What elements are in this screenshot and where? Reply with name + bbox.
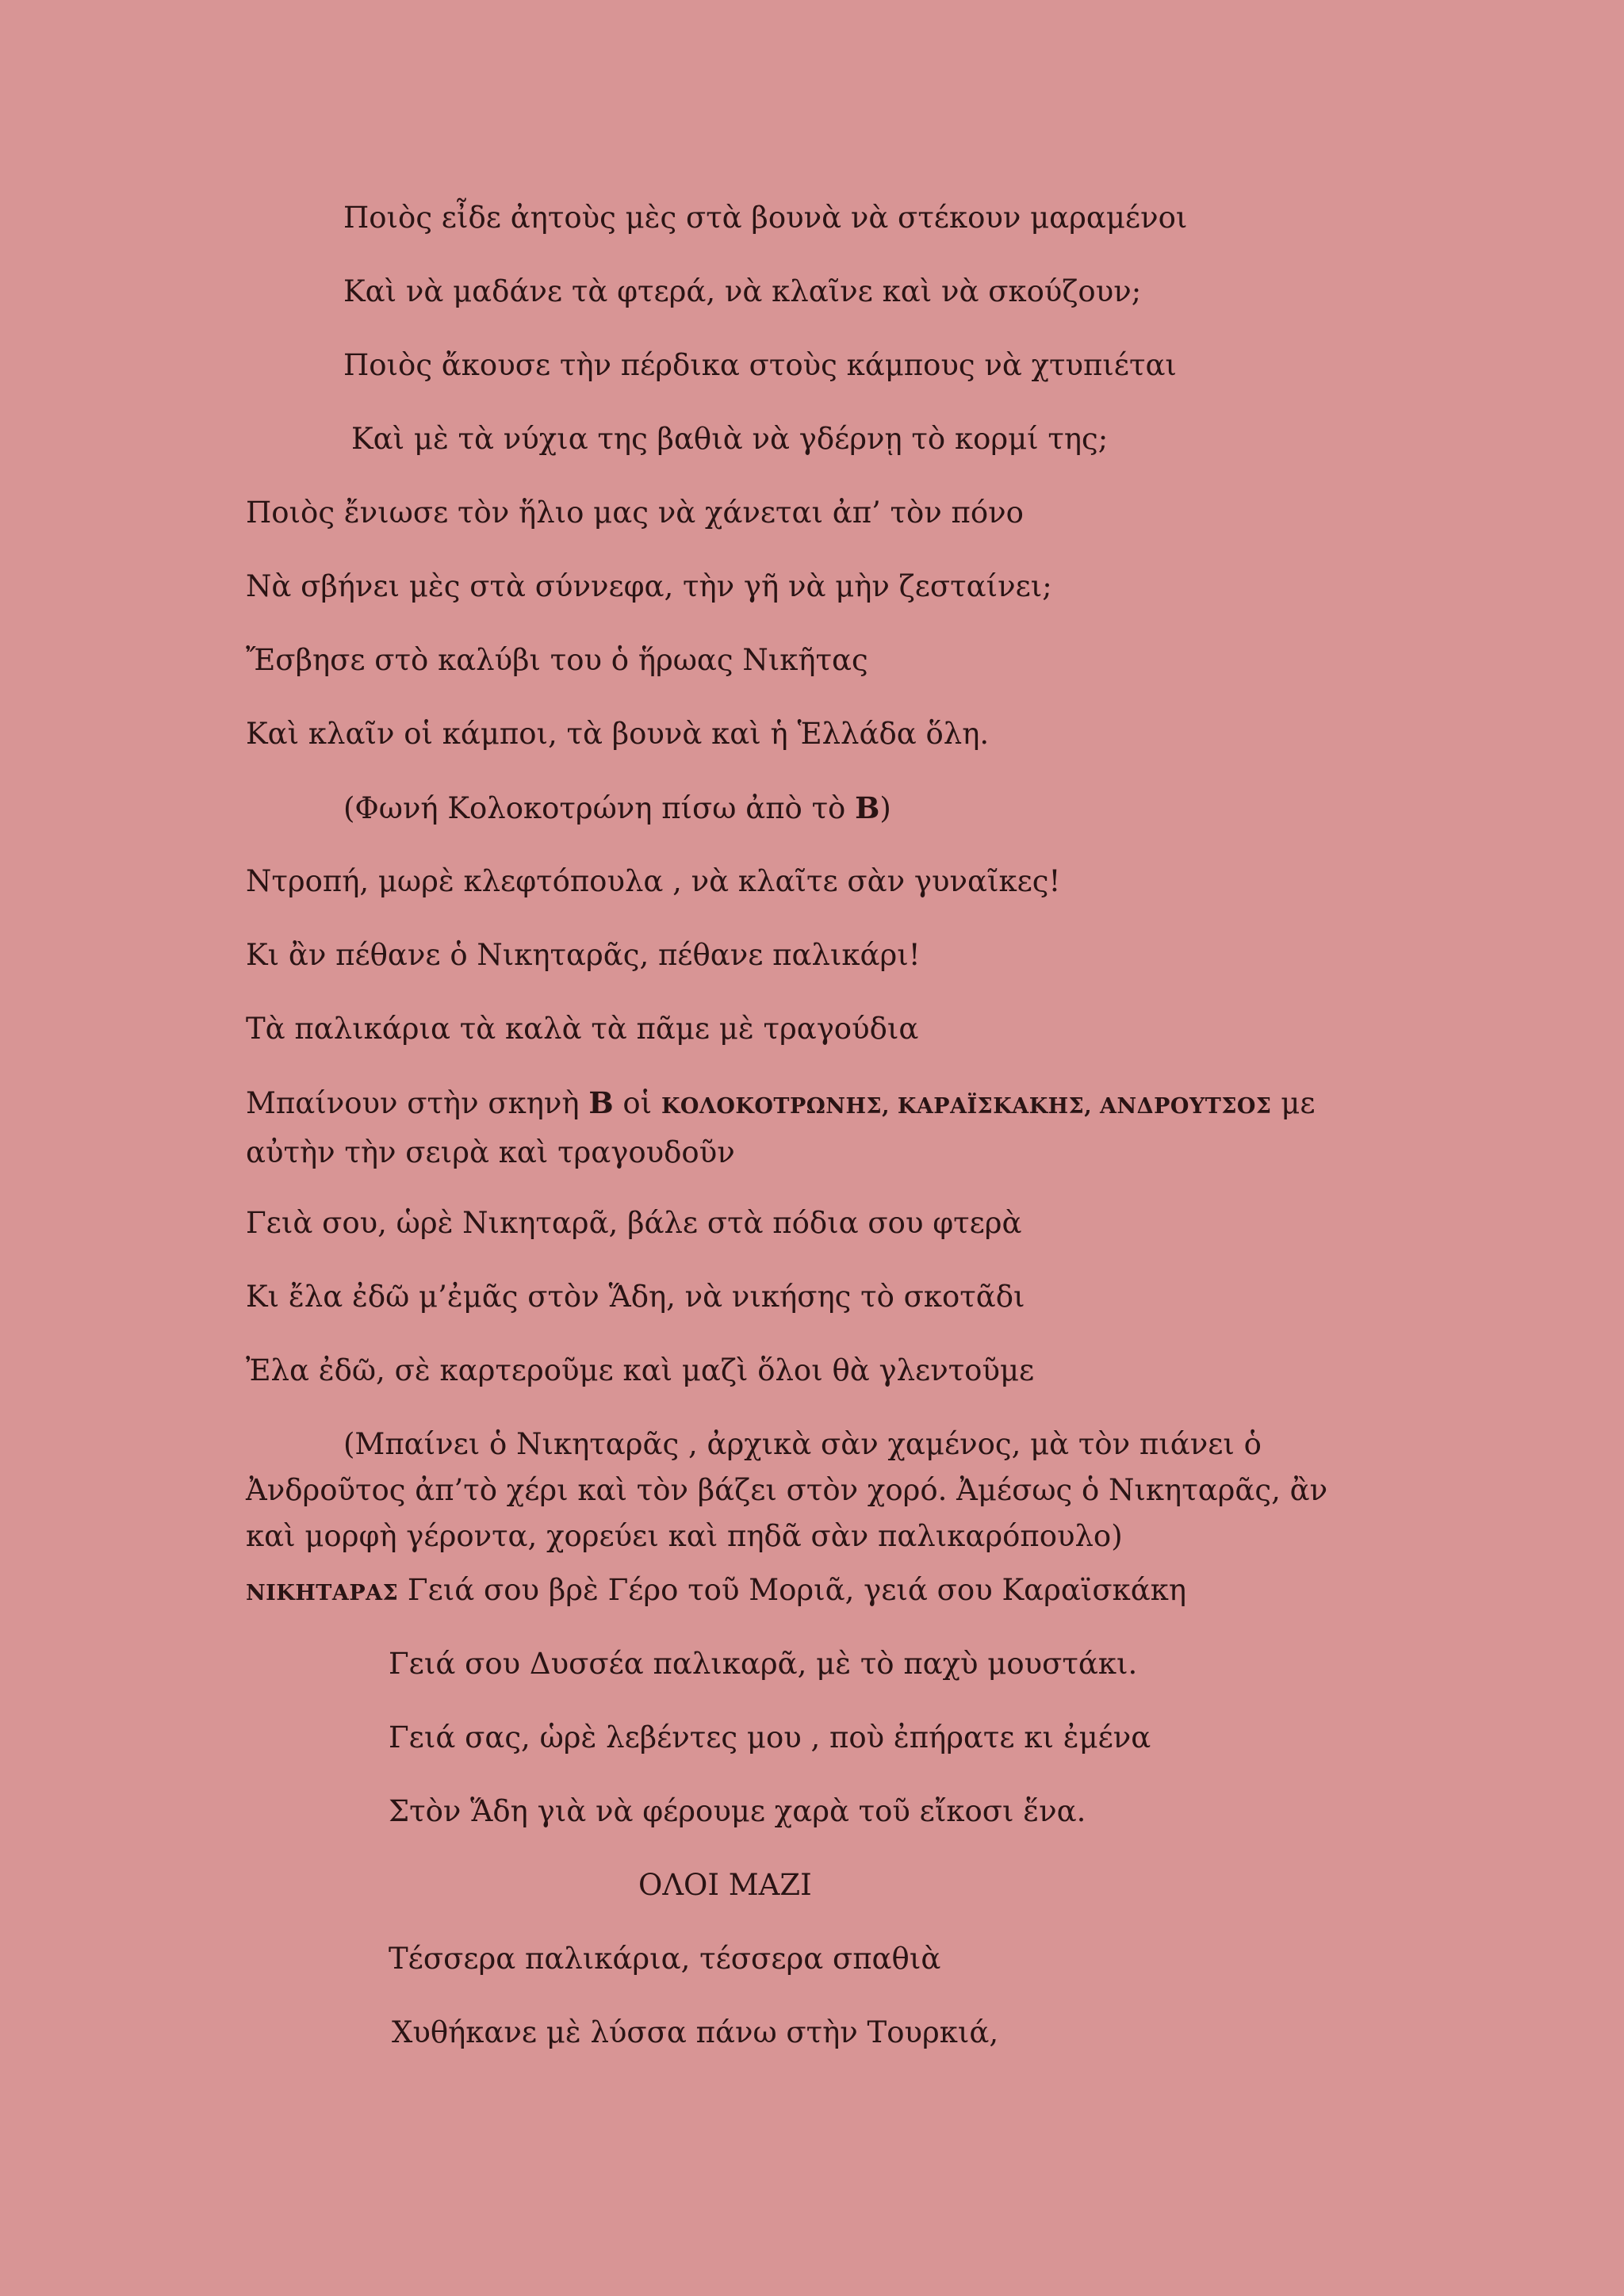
- verse-line: Καὶ κλαῖν οἱ κάμποι, τὰ βουνὰ καὶ ἡ Ἑλλάδα ὅλη.: [246, 717, 990, 751]
- verse-line: Χυθήκανε μὲ λύσσα πάνω στὴν Τουρκιά,: [392, 2015, 999, 2049]
- verse-line: Ἐλα ἐδῶ, σὲ καρτεροῦμε καὶ μαζὶ ὅλοι θὰ γλεντοῦμε: [246, 1353, 1035, 1387]
- stage-marker: Β: [855, 790, 880, 825]
- verse-line: Ἔσβησε στὸ καλύβι του ὁ ἥρωας Νικῆτας: [246, 643, 868, 677]
- verse-line: Τέσσερα παλικάρια, τέσσερα σπαθιὰ: [389, 1942, 941, 1976]
- speaker-name: ΝΙΚΗΤΑΡΑΣ: [246, 1581, 399, 1605]
- stage-direction-close: ): [879, 791, 891, 825]
- stage-direction: (Μπαίνει ὁ Νικηταρᾶς , ἀρχικὰ σὰν χαμένος, μὰ τὸν πιάνει ὁ Ἀνδροῦτος ἀπ’τὸ χέρι καὶ τὸν βάζει στὸν χορό. Ἀμέσως ὁ Νικηταρᾶς, ἂν καὶ μορφὴ γέροντα, χορεύει καὶ πηδᾶ σὰν παλικαρόπουλο): [246, 1427, 1328, 1553]
- verse-line: Τὰ παλικάρια τὰ καλὰ τὰ πᾶμε μὲ τραγούδια: [246, 1012, 919, 1046]
- stage-direction: [343, 785, 891, 832]
- verse-line: Γειά σου Δυσσέα παλικαρᾶ, μὲ τὸ παχὺ μουστάκι.: [389, 1647, 1138, 1681]
- stage-direction-text: οἱ: [613, 1086, 661, 1120]
- stage-direction: [246, 1080, 1380, 1176]
- dialogue-line: [246, 1567, 1186, 1617]
- verse-line: Γειά σας, ὡρὲ λεβέντες μου , ποὺ ἐπήρατε κι ἐμένα: [389, 1720, 1151, 1755]
- character-names: ΚΟΛΟΚΟΤΡΩΝΗΣ, ΚΑΡΑΪΣΚΑΚΗΣ, ΑΝΔΡΟΥΤΣΟΣ: [661, 1094, 1272, 1119]
- dialogue-text: Γειά σου βρὲ Γέρο τοῦ Μοριᾶ, γειά σου Καραϊσκάκη: [398, 1573, 1186, 1607]
- verse-line: Καὶ νὰ μαδάνε τὰ φτερά, νὰ κλαῖνε καὶ νὰ σκούζουν;: [343, 274, 1142, 308]
- verse-line: Γειὰ σου, ὡρὲ Νικηταρᾶ, βάλε στὰ πόδια σου φτερὰ: [246, 1206, 1022, 1240]
- verse-line: Καὶ μὲ τὰ νύχια της βαθιὰ νὰ γδέρνῃ τὸ κορμί της;: [351, 422, 1109, 456]
- verse-line: Κι ἔλα ἐδῶ μ’ἐμᾶς στὸν Ἅδη, νὰ νικήσης τὸ σκοτᾶδι: [246, 1280, 1025, 1314]
- verse-line: Ποιὸς ἄκουσε τὴν πέρδικα στοὺς κάμπους νὰ χτυπιέται: [343, 348, 1177, 382]
- chorus-heading: ΟΛΟΙ ΜΑΖΙ: [638, 1868, 812, 1902]
- stage-direction-text: με αὐτὴν τὴν σειρὰ καὶ τραγουδοῦν: [246, 1086, 1316, 1169]
- verse-line: Κι ἂν πέθανε ὁ Νικηταρᾶς, πέθανε παλικάρι!: [246, 938, 921, 972]
- stage-marker: Β: [588, 1085, 614, 1120]
- verse-line: Στὸν Ἅδη γιὰ νὰ φέρουμε χαρὰ τοῦ εἴκοσι ἕνα.: [389, 1794, 1086, 1828]
- verse-line: Ντροπή, μωρὲ κλεφτόπουλα , νὰ κλαῖτε σὰν γυναῖκες!: [246, 864, 1061, 898]
- stage-direction-text: Μπαίνουν στὴν σκηνὴ: [246, 1086, 589, 1120]
- verse-line: Ποιὸς εἶδε ἀητοὺς μὲς στὰ βουνὰ νὰ στέκουν μαραμένοι: [343, 201, 1188, 235]
- verse-line: Ποιὸς ἔνιωσε τὸν ἥλιο μας νὰ χάνεται ἀπ’ τὸν πόνο: [246, 496, 1024, 530]
- stage-direction-text: (Φωνή Κολοκοτρώνη πίσω ἀπὸ τὸ: [343, 791, 856, 825]
- verse-line: Νὰ σβήνει μὲς στὰ σύννεφα, τὴν γῆ νὰ μὴν ζεσταίνει;: [246, 569, 1052, 603]
